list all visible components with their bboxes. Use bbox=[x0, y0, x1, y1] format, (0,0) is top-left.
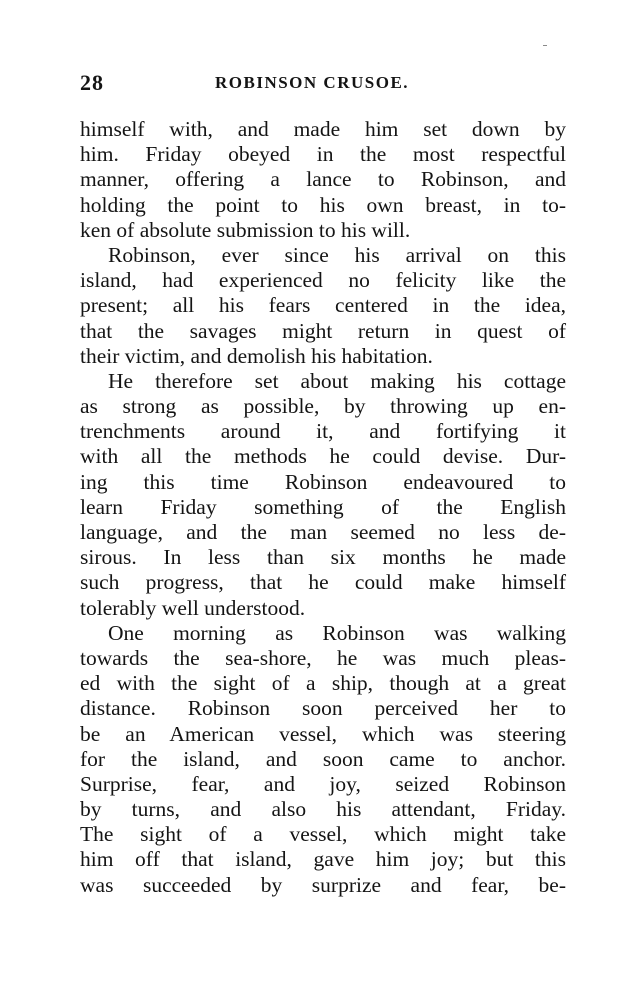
text-line: learn Friday something of the English bbox=[80, 494, 566, 519]
text-line: tolerably well understood. bbox=[80, 595, 306, 620]
text-line: holding the point to his own breast, in to- bbox=[80, 192, 566, 217]
text-line: as strong as possible, by throwing up en- bbox=[80, 394, 566, 419]
text-line: trenchments around it, and fortifying it bbox=[80, 419, 566, 444]
text-line: sirous. In less than six months he made bbox=[80, 545, 566, 570]
text-line: present; all his fears centered in the idea, bbox=[80, 293, 566, 318]
text-line: was succeeded by surprize and fear, be- bbox=[80, 872, 566, 897]
text-line: towards the sea-shore, he was much pleas- bbox=[80, 645, 566, 670]
text-line: ing this time Robinson endeavoured to bbox=[80, 469, 566, 494]
body-text bbox=[80, 117, 566, 898]
text-line: language, and the man seemed no less de- bbox=[80, 520, 566, 544]
text-line: The sight of a vessel, which might take bbox=[80, 822, 566, 847]
text-line: ed with the sight of a ship, though at a great bbox=[80, 671, 566, 696]
text-line: by turns, and also his attendant, Friday. bbox=[80, 797, 566, 822]
text-line: for the island, and soon came to anchor. bbox=[80, 746, 566, 771]
text-line: himself with, and made him set down by bbox=[80, 117, 566, 141]
text-line: distance. Robinson soon perceived her to bbox=[80, 696, 566, 721]
text-line: that the savages might return in quest of bbox=[80, 318, 566, 343]
text-line: him off that island, gave him joy; but this bbox=[80, 847, 566, 872]
text-line: Surprise, fear, and joy, seized Robinson bbox=[80, 771, 566, 796]
text-line: with all the methods he could devise. Dur- bbox=[80, 444, 566, 469]
page-number: 28 bbox=[80, 70, 104, 95]
text-line: island, had experienced no felicity like the bbox=[80, 268, 566, 293]
text-line: their victim, and demolish his habitation. bbox=[80, 343, 433, 368]
text-line: such progress, that he could make himself bbox=[80, 570, 566, 595]
text-line: Robinson, ever since his arrival on this bbox=[108, 242, 566, 267]
book-title: ROBINSON CRUSOE. bbox=[215, 73, 410, 92]
text-line: manner, offering a lance to Robinson, and bbox=[80, 167, 566, 192]
running-head bbox=[80, 70, 566, 100]
text-line: be an American vessel, which was steering bbox=[80, 721, 566, 746]
text-line: One morning as Robinson was walking bbox=[108, 620, 566, 645]
paper-speck bbox=[543, 45, 547, 46]
text-line: ken of absolute submission to his will. bbox=[80, 217, 411, 242]
text-line: him. Friday obeyed in the most respectful bbox=[80, 142, 566, 167]
text-line: He therefore set about making his cottage bbox=[108, 368, 566, 393]
